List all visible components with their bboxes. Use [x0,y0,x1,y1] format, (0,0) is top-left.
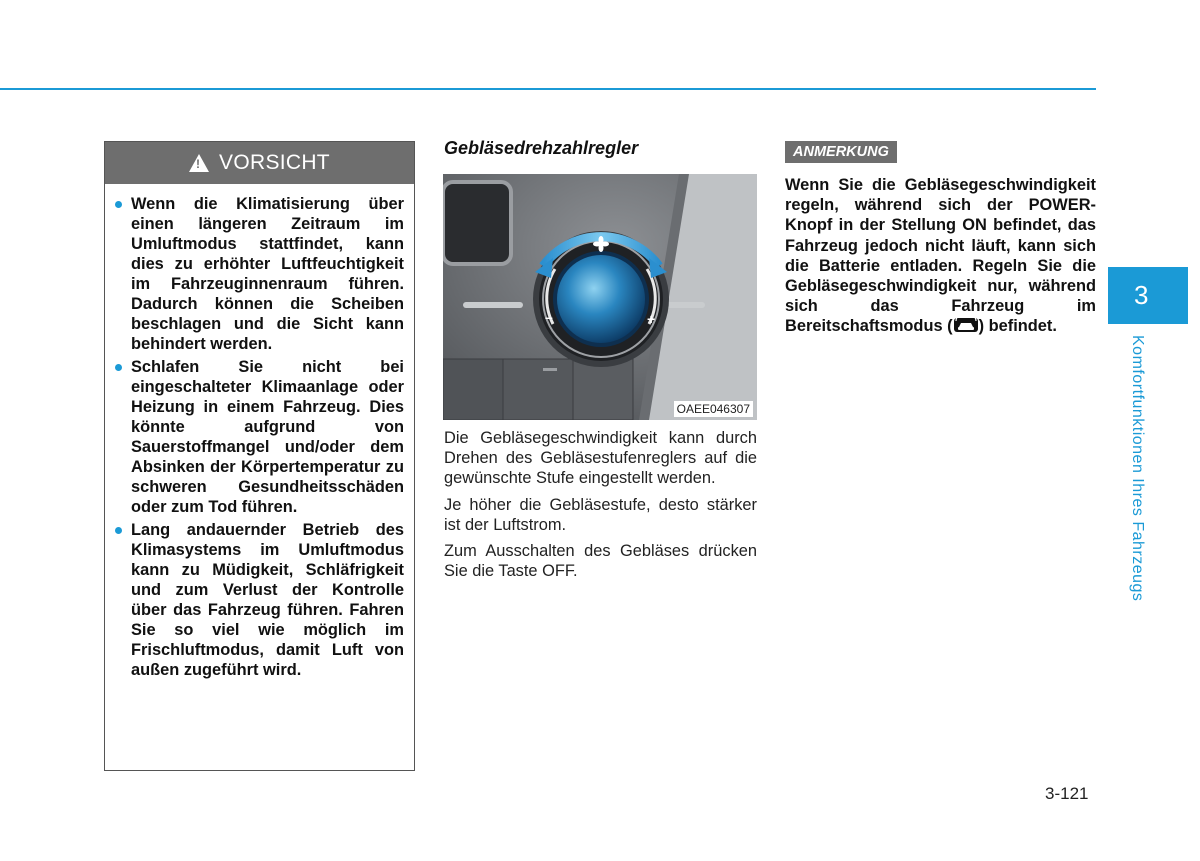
note-text [785,175,1096,337]
warning-box [104,141,415,771]
ready-mode-car-icon [953,317,979,333]
top-rule [0,88,1096,90]
fan-speed-knob-figure [443,174,757,420]
page-number: 3-121 [1045,784,1089,803]
fan-speed-knob-illustration [443,174,757,420]
warning-item: Wenn die Klimatisierung über einen längeren Zeitraum im Umluftmodus stattfindet, kann dies zu erhöhter Luftfeuchtigkeit im Fahrzeuginnenraum führen. Dadurch können die Scheiben beschlagen und die Sicht kann behindert werden. [131,195,404,353]
note-label: ANMERKUNG [785,141,897,163]
figure-code: OAEE046307 [674,401,753,417]
body-paragraph: Die Gebläsegeschwindigkeit kann durch Drehen des Gebläsestufenreglers auf die gewünschte Stufe eingestellt werden. [444,429,757,488]
knob-minus-label: – [545,309,553,325]
warning-list [105,184,414,680]
section-body [444,428,757,587]
section-title: Gebläsedrehzahlregler [444,138,639,158]
warning-item: Schlafen Sie nicht bei eingeschalteter Klimaanlage oder Heizung in einem Fahrzeug. Dies könnte aufgrund von Sauerstoffmangel und/oder dem Absinken der Körpertemperatur zu schweren Gesundheitsschäden oder zum Tod führen. [131,358,404,516]
body-paragraph: Je höher die Gebläsestufe, desto stärker ist der Luftstrom. [444,495,757,534]
chapter-tab: 3 [1108,267,1188,324]
note-text-part: Wenn Sie die Gebläsegeschwindigkeit regeln, während sich der POWER-Knopf in der Stellung ON befindet, das Fahrzeug jedoch nicht läuft, kann sich die Batterie entladen. Regeln Sie die Gebläsegeschwindigkeit nur, während sich das Fahrzeug im Bereitschaftsmodus ( [785,176,1096,336]
warning-triangle-icon [189,154,209,172]
note-text-part: ) befindet. [978,317,1057,336]
chapter-title: Komfortfunktionen Ihres Fahrzeugs [1129,335,1146,602]
warning-item: Lang andauernder Betrieb des Klimasystems im Umluftmodus kann zu Müdigkeit, Schläfrigkeit und zum Verlust der Kontrolle über das Fahrzeug führen. Fahren Sie so viel wie möglich im Frischluftmodus, damit Luft von außen zugeführt wird. [131,521,404,679]
warning-title: VORSICHT [219,151,330,174]
knob-plus-label: + [647,311,656,327]
warning-header [105,142,414,184]
body-paragraph: Zum Ausschalten des Gebläses drücken Sie die Taste OFF. [444,542,757,581]
